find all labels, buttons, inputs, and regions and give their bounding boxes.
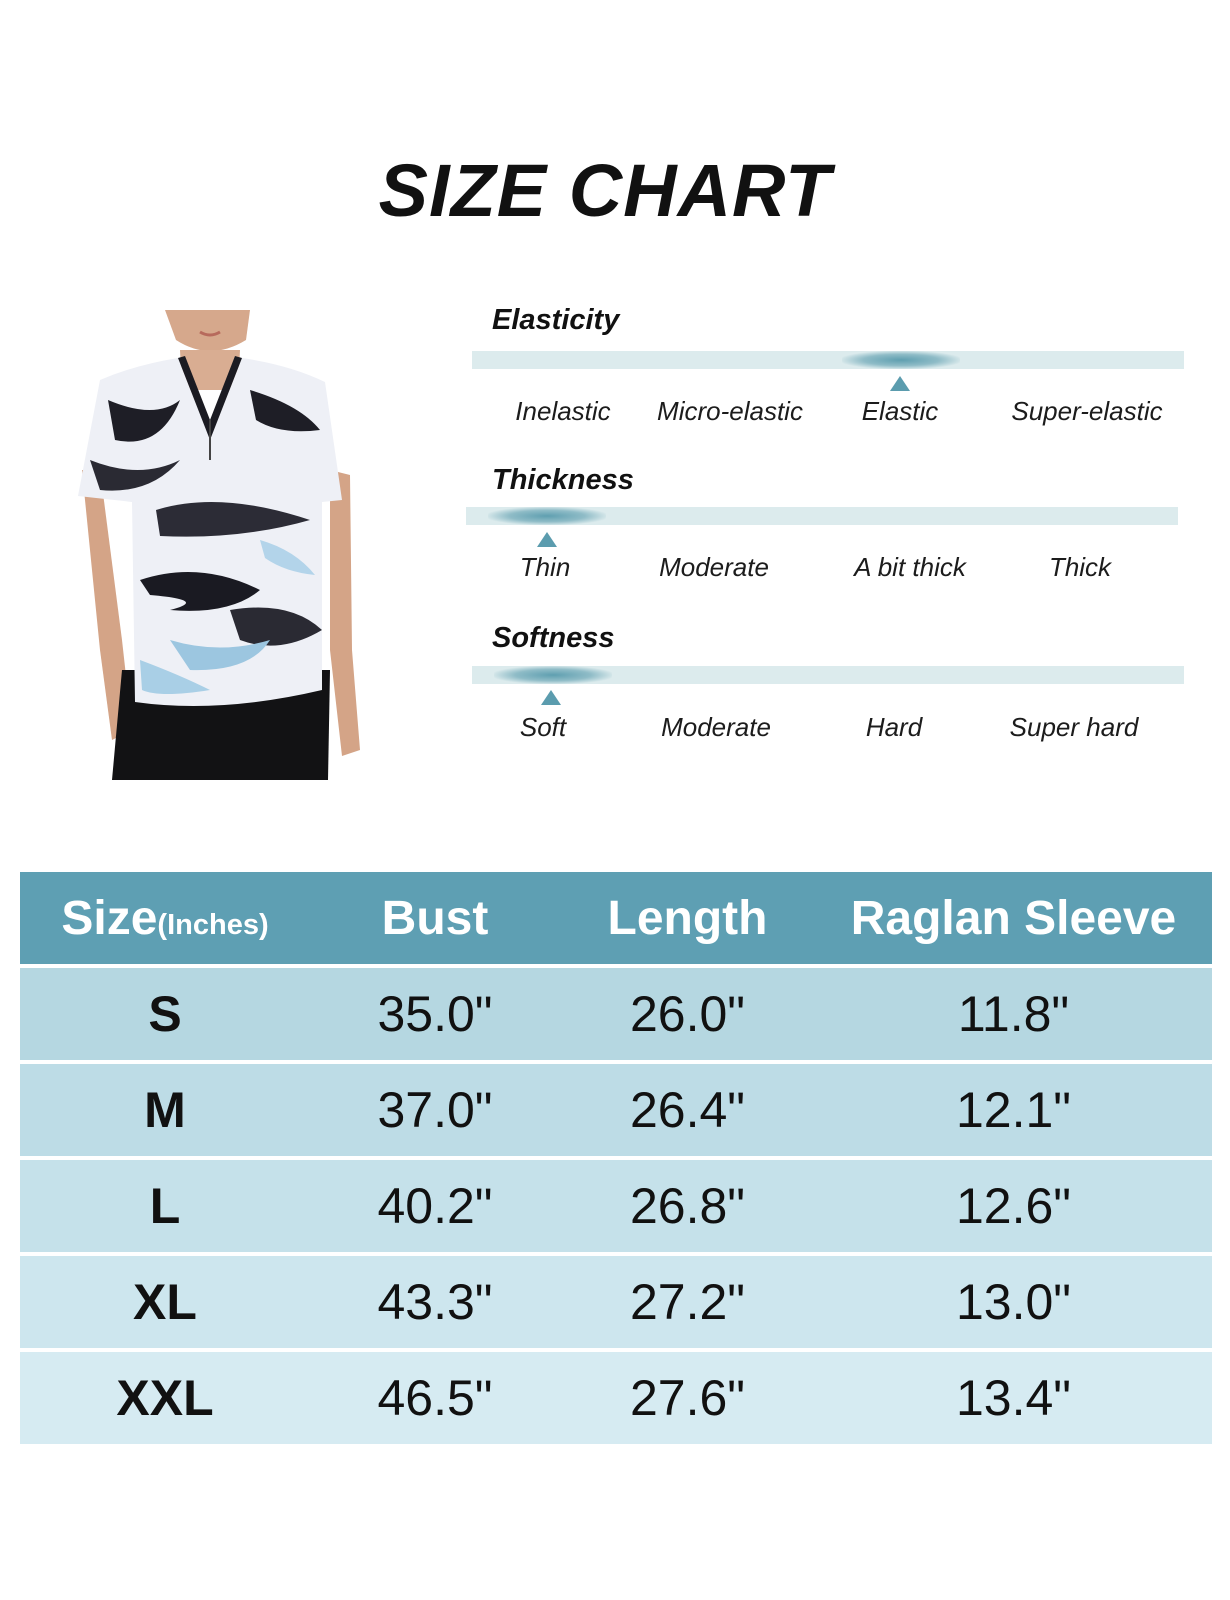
elasticity-scale-track — [472, 351, 1184, 369]
sleeve-cell: 13.0" — [955, 1274, 1072, 1330]
softness-option-soft: Soft — [519, 712, 567, 742]
size-table — [20, 868, 1212, 1448]
size-cell: L — [149, 1178, 181, 1234]
product-photo — [60, 310, 370, 780]
size-table-header — [20, 872, 1212, 964]
softness-label: Softness — [492, 622, 615, 654]
sleeve-cell: 12.1" — [955, 1082, 1072, 1138]
softness-scale-track — [472, 666, 1184, 684]
sleeve-cell: 13.4" — [955, 1370, 1072, 1426]
size-cell: XXL — [116, 1370, 214, 1426]
softness-option-hard: Hard — [865, 712, 923, 742]
length-column-header: Length — [560, 872, 815, 964]
elasticity-option-super-elastic: Super-elastic — [1011, 396, 1163, 426]
softness-selected-marker-icon — [541, 690, 561, 705]
thickness-option-a-bit-thick: A bit thick — [854, 552, 966, 582]
table-row — [20, 1160, 1212, 1252]
thickness-option-thin: Thin — [519, 552, 571, 582]
bust-cell: 35.0" — [377, 986, 493, 1042]
softness-option-super-hard: Super hard — [1009, 712, 1139, 742]
elasticity-option-micro-elastic: Micro-elastic — [657, 396, 803, 426]
softness-scale-highlight — [494, 666, 612, 684]
sleeve-cell: 12.6" — [955, 1178, 1072, 1234]
softness-option-moderate: Moderate — [661, 712, 771, 742]
elasticity-scale-highlight — [842, 351, 960, 369]
page-title: SIZE CHART — [378, 149, 832, 232]
thickness-option-thick: Thick — [1048, 552, 1112, 582]
length-cell: 27.2" — [629, 1274, 746, 1330]
bust-column-header: Bust — [310, 872, 560, 964]
table-row — [20, 1256, 1212, 1348]
bust-cell: 37.0" — [377, 1082, 493, 1138]
bust-cell: 43.3" — [377, 1274, 493, 1330]
size-column-header: Size(Inches) — [20, 872, 310, 964]
length-cell: 26.0" — [629, 986, 746, 1042]
thickness-scale-track — [466, 507, 1178, 525]
length-cell: 27.6" — [629, 1370, 746, 1426]
table-row — [20, 968, 1212, 1060]
size-unit-label: (Inches) — [157, 908, 269, 941]
elasticity-option-elastic: Elastic — [861, 396, 939, 426]
table-row — [20, 1352, 1212, 1444]
bust-cell: 40.2" — [377, 1178, 493, 1234]
raglan-sleeve-column-header: Raglan Sleeve — [815, 872, 1212, 964]
thickness-label: Thickness — [492, 464, 634, 496]
length-cell: 26.4" — [629, 1082, 746, 1138]
bust-cell: 46.5" — [377, 1370, 493, 1426]
size-cell: XL — [133, 1274, 197, 1330]
length-cell: 26.8" — [629, 1178, 746, 1234]
size-cell: S — [148, 986, 182, 1042]
thickness-selected-marker-icon — [537, 532, 557, 547]
thickness-option-moderate: Moderate — [659, 552, 769, 582]
table-row — [20, 1064, 1212, 1156]
elasticity-selected-marker-icon — [890, 376, 910, 391]
elasticity-label: Elasticity — [492, 304, 620, 336]
sleeve-cell: 11.8" — [957, 986, 1070, 1042]
size-cell: M — [144, 1082, 186, 1138]
thickness-scale-highlight — [488, 507, 606, 525]
elasticity-option-inelastic: Inelastic — [515, 396, 611, 426]
